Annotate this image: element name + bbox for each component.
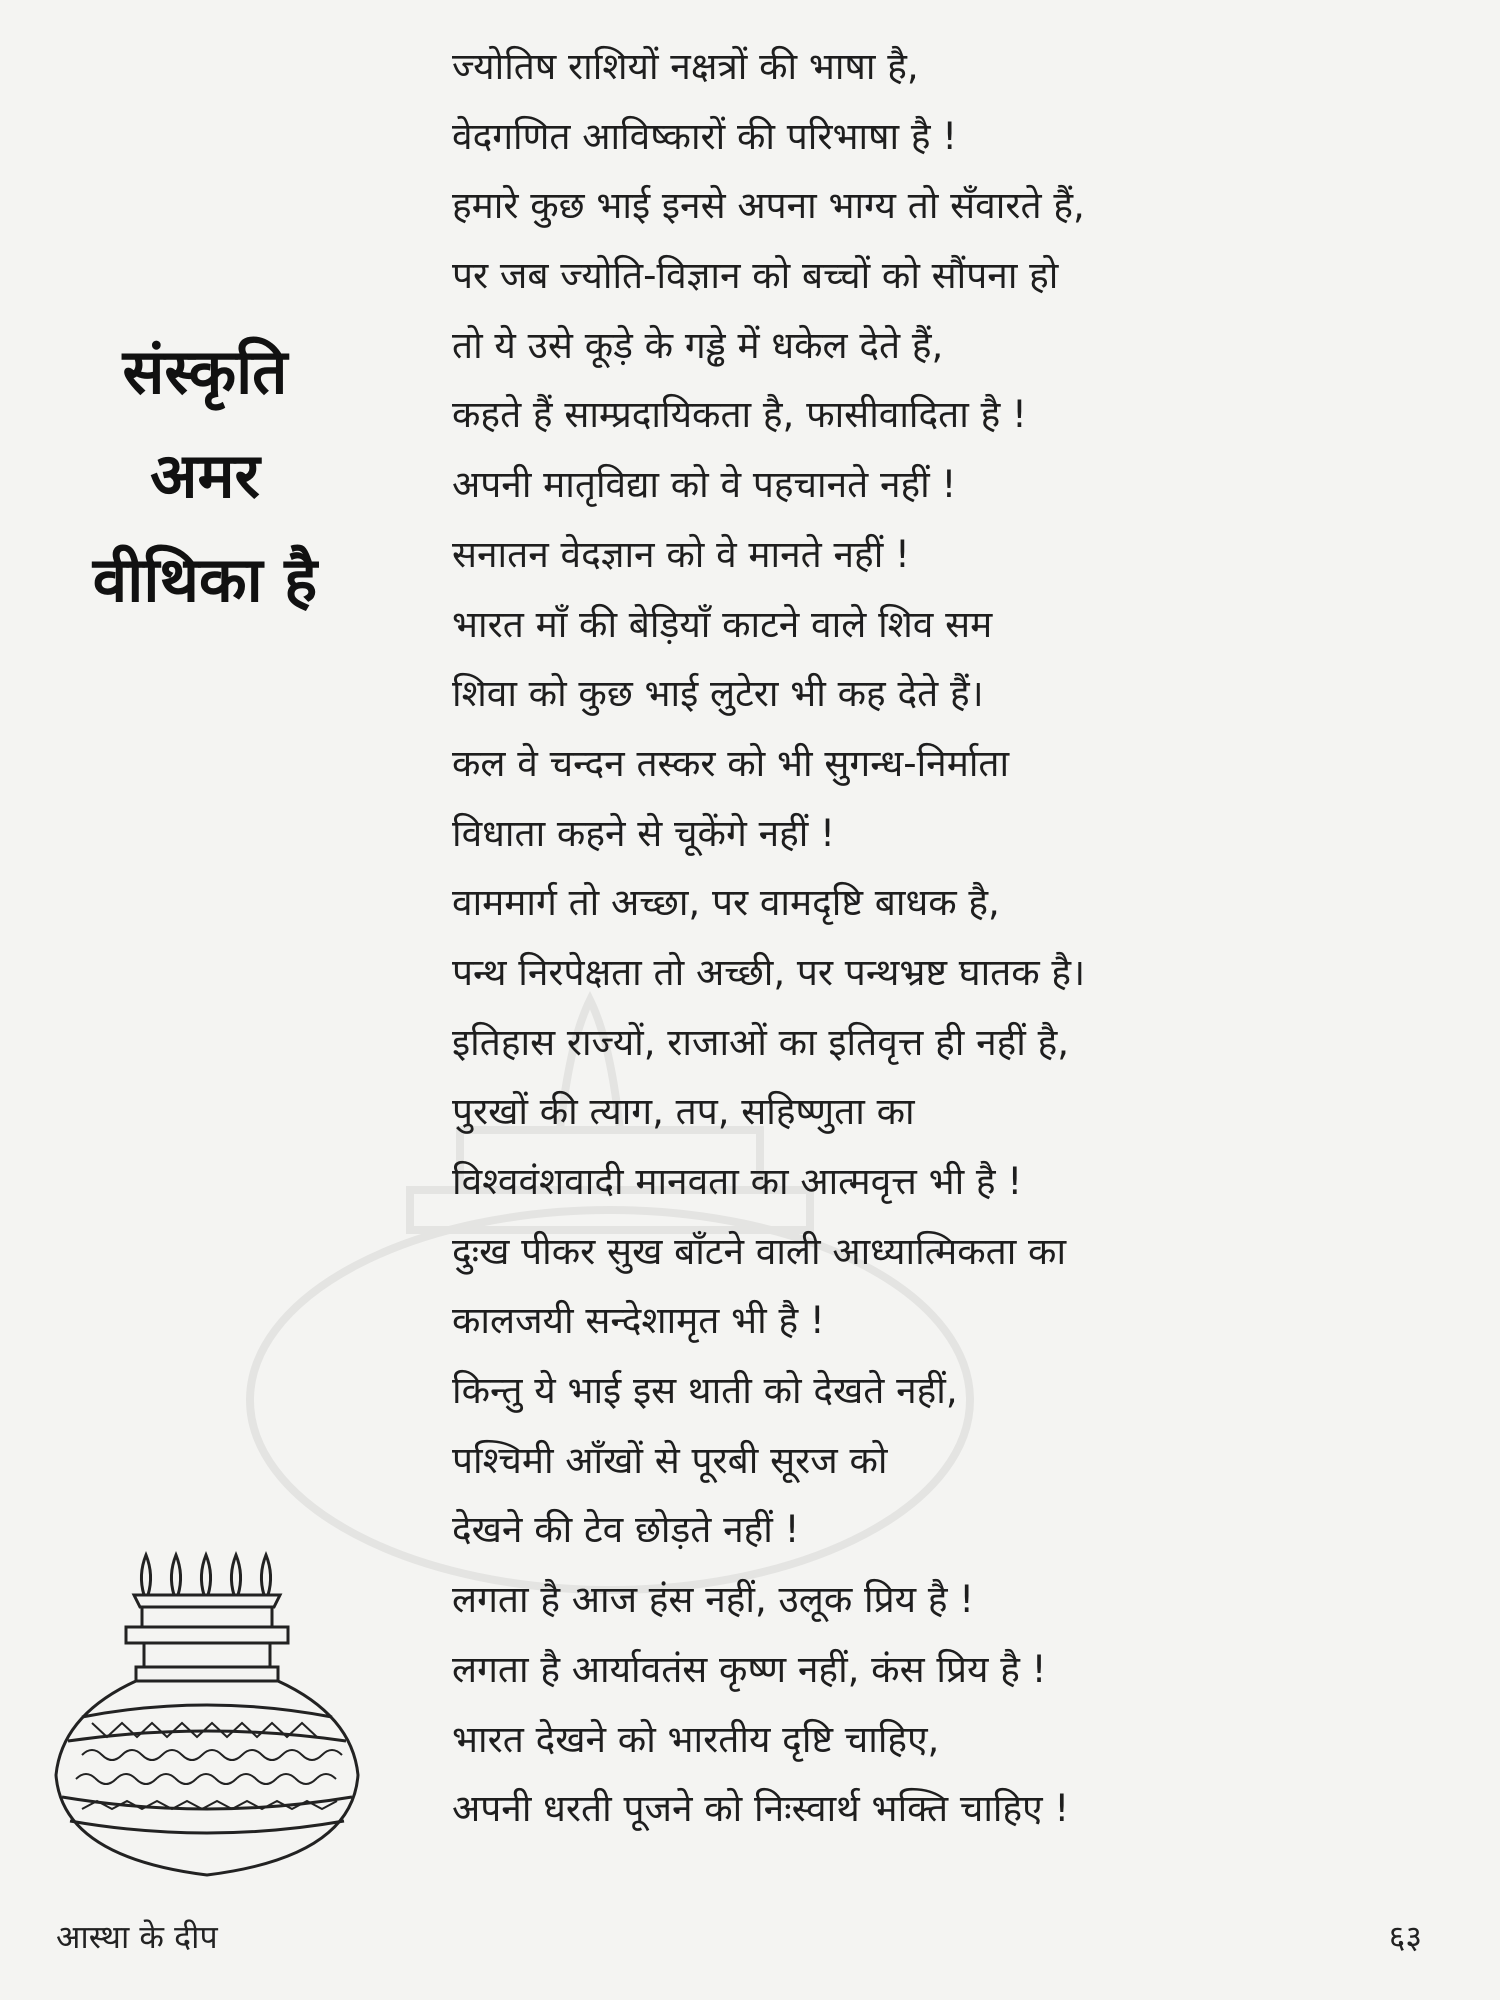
poem-line: सनातन वेदज्ञान को वे मानते नहीं ! [452, 532, 910, 576]
poem-line: वाममार्ग तो अच्छा, पर वामदृष्टि बाधक है, [452, 881, 1000, 925]
poem-line: पर जब ज्योति-विज्ञान को बच्चों को सौंपना हो [452, 254, 1059, 298]
poem-line: ज्योतिष राशियों नक्षत्रों की भाषा है, [452, 45, 919, 88]
poem-line: किन्तु ये भाई इस थाती को देखते नहीं, [452, 1369, 958, 1413]
poem-line: विश्ववंशवादी मानवता का आत्मवृत्त भी है ! [452, 1160, 1023, 1203]
poem-line: तो ये उसे कूड़े के गड्ढे में धकेल देते हैं, [452, 323, 944, 367]
title-line: संस्कृति [122, 335, 288, 408]
poem-line: अपनी मातृविद्या को वे पहचानते नहीं ! [452, 463, 957, 507]
title-line: वीथिका है [92, 543, 318, 616]
page-number: ६३ [1388, 1918, 1422, 1956]
poem-line: देखने की टेव छोड़ते नहीं ! [452, 1508, 800, 1552]
poem-body [452, 32, 1462, 1844]
poem-line: भारत माँ की बेड़ियाँ काटने वाले शिव सम [452, 602, 993, 646]
poem-line: पश्चिमी आँखों से पूरबी सूरज को [452, 1438, 888, 1482]
poem-line: पन्थ निरपेक्षता तो अच्छी, पर पन्थभ्रष्ट घातक है। [452, 950, 1086, 994]
poem-line: लगता है आज हंस नहीं, उलूक प्रिय है ! [452, 1578, 975, 1622]
poem-line: विधाता कहने से चूकेंगे नहीं ! [452, 811, 835, 855]
poem-line: कहते हैं साम्प्रदायिकता है, फासीवादिता है ! [452, 393, 1027, 437]
poem-line: दुःख पीकर सुख बाँटने वाली आध्यात्मिकता का [452, 1229, 1067, 1273]
poem-line: हमारे कुछ भाई इनसे अपना भाग्य तो सँवारते हैं, [452, 184, 1085, 228]
poem-line: वेदगणित आविष्कारों की परिभाषा है ! [452, 114, 958, 158]
poem-title [40, 320, 370, 632]
poem-line: शिवा को कुछ भाई लुटेरा भी कह देते हैं। [452, 672, 984, 716]
poem-line: इतिहास राज्यों, राजाओं का इतिवृत्त ही नहीं है, [452, 1020, 1070, 1064]
poem-line: लगता है आर्यावतंस कृष्ण नहीं, कंस प्रिय है ! [452, 1647, 1047, 1691]
poem-line: कल वे चन्दन तस्कर को भी सुगन्ध-निर्माता [452, 741, 1010, 785]
lamp-pot-icon [52, 1545, 362, 1885]
book-title-footer: आस्था के दीप [56, 1918, 218, 1956]
poem-line: पुरखों की त्याग, तप, सहिष्णुता का [452, 1090, 915, 1134]
poem-line: कालजयी सन्देशामृत भी है ! [452, 1299, 825, 1343]
poem-line: भारत देखने को भारतीय दृष्टि चाहिए, [452, 1717, 940, 1761]
poem-line: अपनी धरती पूजने को निःस्वार्थ भक्ति चाहिए ! [452, 1787, 1070, 1831]
title-line: अमर [150, 439, 260, 512]
